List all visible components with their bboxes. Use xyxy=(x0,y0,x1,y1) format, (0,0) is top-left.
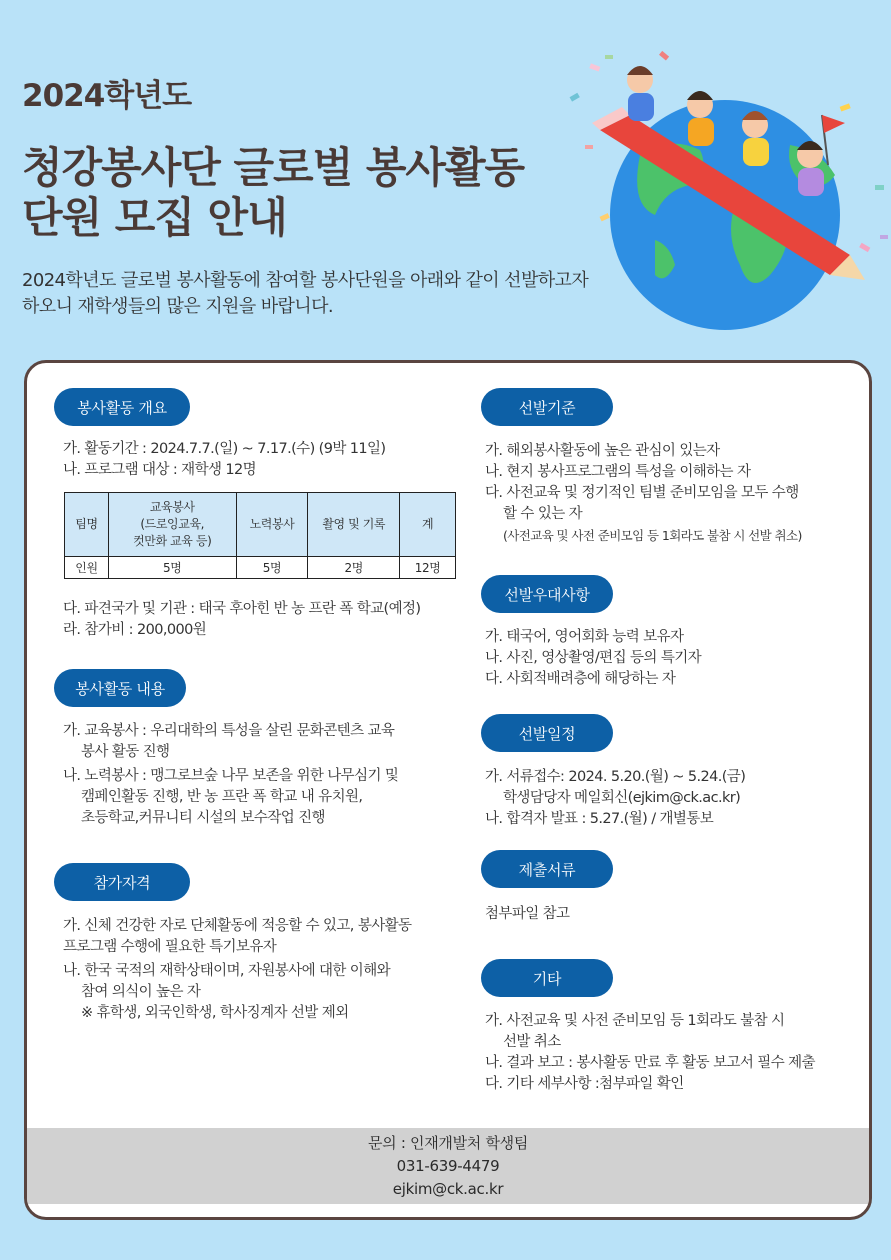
preference-line: 나. 사진, 영상촬영/편집 등의 특기자 xyxy=(485,650,702,666)
contact-office: 문의 : 인재개발처 학생팀 xyxy=(367,1134,529,1152)
documents-text: 첨부파일 참고 xyxy=(485,906,570,922)
criteria-line: 나. 현지 봉사프로그램의 특성을 이해하는 자 xyxy=(485,464,751,480)
overview-line-4: 라. 참가비 : 200,000원 xyxy=(63,622,207,638)
etc-text xyxy=(485,1011,815,1095)
criteria-line: 다. 사전교육 및 정기적인 팀별 준비모임을 모두 수행 xyxy=(485,485,799,501)
section-label-content: 봉사활동 내용 xyxy=(54,669,186,707)
contact-footer xyxy=(27,1128,869,1204)
contact-phone: 031-639-4479 xyxy=(396,1157,500,1175)
criteria-text xyxy=(485,441,802,546)
qualification-line: 참여 의식이 높은 자 xyxy=(81,984,201,1000)
content-line: 나. 노력봉사 : 맹그로브숲 나무 보존을 위한 나무심기 및 xyxy=(63,768,399,784)
intro-line-2: 하오니 재학생들의 많은 지원을 바랍니다. xyxy=(22,296,334,317)
etc-line: 선발 취소 xyxy=(503,1034,561,1050)
table-cell: 5명 xyxy=(108,557,236,579)
table-cell: 12명 xyxy=(400,557,456,579)
qualification-line: 프로그램 수행에 필요한 특기보유자 xyxy=(63,939,277,955)
table-cell: 인원 xyxy=(65,557,109,579)
section-label-qualification: 참가자격 xyxy=(54,863,190,901)
etc-line: 가. 사전교육 및 사전 준비모임 등 1회라도 불참 시 xyxy=(485,1013,785,1029)
qualification-line: 나. 한국 국적의 재학상태이며, 자원봉사에 대한 이해와 xyxy=(63,963,391,979)
table-cell: 2명 xyxy=(308,557,400,579)
intro-line-1: 2024학년도 글로벌 봉사활동에 참여할 봉사단원을 아래와 같이 선발하고자 xyxy=(22,270,589,291)
info-card xyxy=(24,360,872,1220)
preference-text xyxy=(485,627,701,690)
content-line: 봉사 활동 진행 xyxy=(81,744,170,760)
table-header-cell: 팀명 xyxy=(65,493,109,557)
year-heading: 2024학년도 xyxy=(22,78,192,114)
etc-line: 나. 결과 보고 : 봉사활동 만료 후 활동 보고서 필수 제출 xyxy=(485,1055,815,1071)
section-label-etc: 기타 xyxy=(481,959,613,997)
header xyxy=(22,70,524,243)
schedule-line: 나. 합격자 발표 : 5.27.(월) / 개별통보 xyxy=(485,811,714,827)
section-label-criteria: 선발기준 xyxy=(481,388,613,426)
table-row xyxy=(65,557,456,579)
section-label-preference: 선발우대사항 xyxy=(481,575,613,613)
staffing-table xyxy=(64,492,456,579)
overview-text-top xyxy=(63,439,385,481)
preference-line: 가. 태국어, 영어회화 능력 보유자 xyxy=(485,629,684,645)
schedule-text xyxy=(485,767,745,830)
table-header-row xyxy=(65,493,456,557)
contact-email: ejkim@ck.ac.kr xyxy=(392,1180,504,1198)
qualification-text xyxy=(63,916,411,1024)
section-label-schedule: 선발일정 xyxy=(481,714,613,752)
overview-line-2: 나. 프로그램 대상 : 재학생 12명 xyxy=(63,462,257,478)
overview-text-bottom xyxy=(63,599,420,641)
section-label-overview: 봉사활동 개요 xyxy=(54,388,190,426)
table-cell: 5명 xyxy=(236,557,308,579)
table-header-cell: 계 xyxy=(400,493,456,557)
content-text xyxy=(63,721,398,829)
etc-line: 다. 기타 세부사항 :첨부파일 확인 xyxy=(485,1076,684,1092)
table-header-cell: 촬영 및 기록 xyxy=(308,493,400,557)
page-title xyxy=(22,143,524,243)
globe-children-illustration xyxy=(560,45,891,345)
content-line: 가. 교육봉사 : 우리대학의 특성을 살린 문화콘텐츠 교육 xyxy=(63,723,395,739)
criteria-line: 가. 해외봉사활동에 높은 관심이 있는자 xyxy=(485,443,720,459)
criteria-note: (사전교육 및 사전 준비모임 등 1회라도 불참 시 선발 취소) xyxy=(503,528,802,543)
criteria-line: 할 수 있는 자 xyxy=(503,506,583,522)
overview-line-3: 다. 파견국가 및 기관 : 태국 후아힌 반 농 프란 폭 학교(예정) xyxy=(63,601,421,617)
schedule-line: 학생담당자 메일회신(ejkim@ck.ac.kr) xyxy=(503,790,741,806)
overview-line-1: 가. 활동기간 : 2024.7.7.(일) ~ 7.17.(수) (9박 11일) xyxy=(63,441,386,457)
content-line: 캠페인활동 진행, 반 농 프란 폭 학교 내 유치원, xyxy=(81,789,363,805)
intro-text xyxy=(22,268,588,320)
title-line-1: 청강봉사단 글로벌 봉사활동 xyxy=(22,143,525,192)
qualification-line: 가. 신체 건강한 자로 단체활동에 적응할 수 있고, 봉사활동 xyxy=(63,918,412,934)
title-line-2: 단원 모집 안내 xyxy=(22,193,287,242)
qualification-line: ※ 휴학생, 외국인학생, 학사징계자 선발 제외 xyxy=(81,1005,349,1021)
content-line: 초등학교,커뮤니티 시설의 보수작업 진행 xyxy=(81,810,325,826)
table-header-cell: 노력봉사 xyxy=(236,493,308,557)
table-header-cell: 교육봉사 (드로잉교육, 컷만화 교육 등) xyxy=(108,493,236,557)
preference-line: 다. 사회적배려층에 해당하는 자 xyxy=(485,671,676,687)
schedule-line: 가. 서류접수: 2024. 5.20.(월) ~ 5.24.(금) xyxy=(485,769,746,785)
section-label-documents: 제출서류 xyxy=(481,850,613,888)
